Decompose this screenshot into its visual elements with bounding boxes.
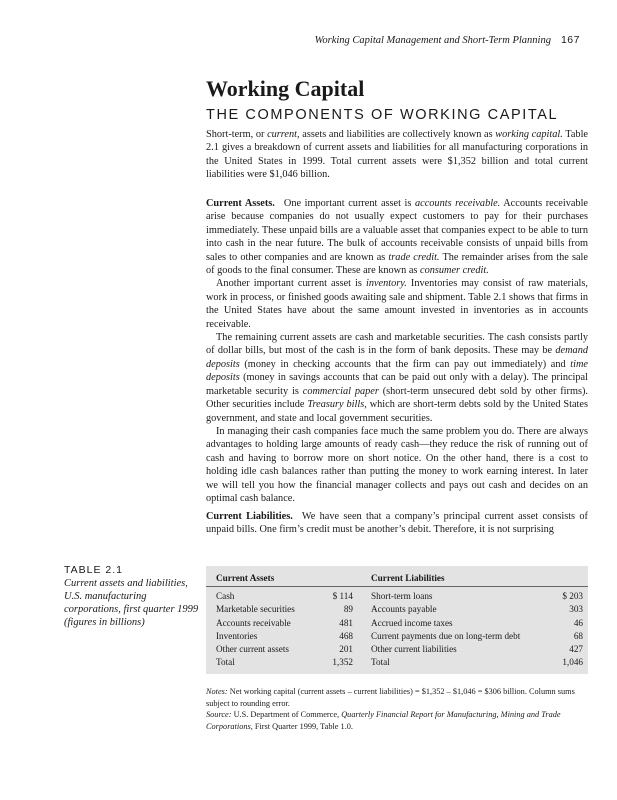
current-liabilities-section: Current Liabilities. We have seen that a company’s principal current asset consists of unpaid bills. One firm’s credit must be another’s debit. Therefore, it is not surprising bbox=[206, 511, 588, 536]
table-number: TABLE 2.1 bbox=[64, 564, 123, 576]
table-total-row: Total 1,352 Total 1,046 bbox=[216, 657, 583, 668]
page-number: 167 bbox=[560, 34, 580, 46]
intro-paragraph: Short-term, or current, assets and liabilities are collectively known as working capital. Table 2.1 gives a breakdown of current assets and liabilities for all manufacturing corporations in the United States in 1999. Total current assets were $1,352 billion and total current liabilities were $1,046 billion. bbox=[206, 129, 588, 181]
running-header bbox=[315, 34, 580, 46]
table-row: Cash $ 114 Short-term loans $ 203 bbox=[216, 591, 583, 601]
running-title: Working Capital Management and Short-Term Planning bbox=[314, 35, 551, 46]
source-line: Source: U.S. Department of Commerce, Quarterly Financial Report for Manufacturing, Mining and Trade Corporations, First Quarter 1999, Table 1.0. bbox=[206, 710, 561, 731]
notes-line: Notes: Net working capital (current assets – current liabilities) = $1,352 – $1,046 = $306 billion. Column sums subject to rounding error. bbox=[206, 687, 575, 708]
current-assets-heading: Current Assets. bbox=[206, 198, 275, 209]
section-subtitle: THE COMPONENTS OF WORKING CAPITAL bbox=[206, 107, 559, 123]
assets-column-header: Current Assets bbox=[216, 573, 275, 583]
table-row: Inventories 468 Current payments due on long-term debt 68 bbox=[216, 630, 583, 641]
current-liabilities-heading: Current Liabilities. bbox=[206, 511, 293, 522]
table-caption: Current assets and liabilities, U.S. manufacturing corporations, first quarter 1999 (figures in billions) bbox=[64, 578, 199, 628]
current-assets-paragraph-1: Current Assets. One important current asset is accounts receivable. Accounts receivable arise because companies do not usually expect customers to pay for their purchases immediately. These unpaid bills are a valuable asset that companies expect to be able to turn into cash in the near future. The bulk of accounts receivable consists of unpaid bills from sales to other companies and are known as trade credit. The remainder arises from the sale of goods to the final consumer. These are known as consumer credit. bbox=[206, 198, 588, 277]
table-row: Accounts receivable 481 Accrued income taxes 46 bbox=[216, 617, 583, 628]
current-assets-paragraph-3: The remaining current assets are cash and marketable securities. The cash consists partly of dollar bills, but most of the cash is in the form of bank deposits. These may be demand deposits (money in checking accounts that the firm can pay out immediately) and time deposits (money in savings accounts that can be paid out only with a delay). The principal marketable security is commercial paper (short-term unsecured debt sold by other firms). Other securities include Treasury bills, which are short-term debts sold by the United States government, and state and local government securities. bbox=[206, 332, 588, 424]
current-assets-paragraph-2: Another important current asset is inventory. Inventories may consist of raw materials, work in process, or finished goods awaiting sale and shipment. Table 2.1 shows that firms in the United States have about the same amount invested in inventories as in accounts receivable. bbox=[206, 278, 588, 330]
table-notes bbox=[206, 686, 588, 732]
table-label bbox=[64, 564, 199, 629]
table-row: Other current assets 201 Other current liabilities 427 bbox=[216, 644, 583, 655]
table-row: Marketable securities 89 Accounts payable 303 bbox=[216, 604, 583, 615]
current-assets-section bbox=[206, 197, 588, 505]
liabilities-column-header: Current Liabilities bbox=[371, 573, 445, 583]
current-assets-paragraph-4: In managing their cash companies face much the same problem you do. There are always advantages to holding large amounts of ready cash—they reduce the risk of running out of cash and having to borrow more on short notice. On the other hand, there is a cost to holding idle cash balances rather than putting the money to work earning interest. In later we will tell you how the financial manager collects and pays out cash and decides on an optimal cash balance. bbox=[206, 425, 588, 504]
section-title: Working Capital bbox=[206, 76, 365, 101]
financial-table bbox=[206, 571, 588, 670]
